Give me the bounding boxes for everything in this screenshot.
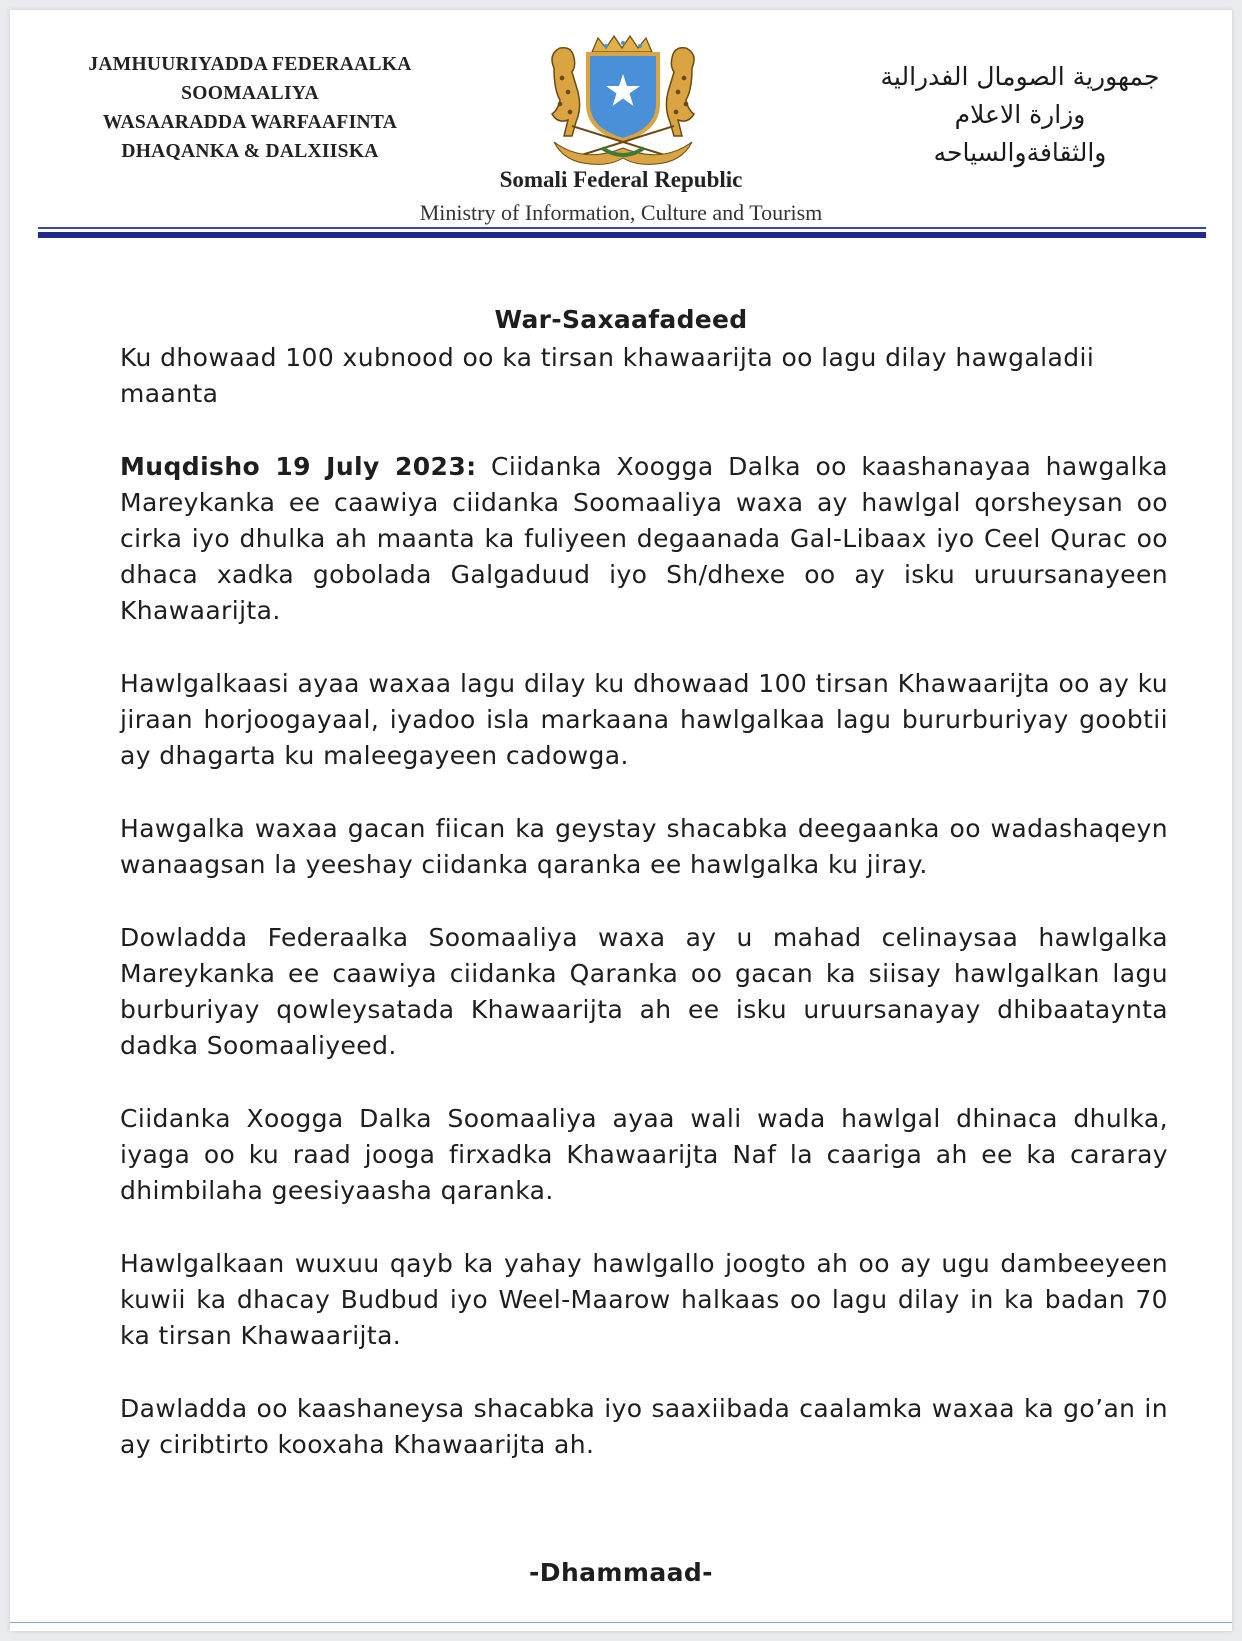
footer-divider [10,1622,1232,1623]
letterhead-somali-line: JAMHUURIYADDA FEDERAALKA [88,54,412,75]
letterhead-arabic-line: جمهورية الصومال الفدرالية [880,62,1160,91]
header-divider-thin [38,227,1206,229]
left-leopard-icon [552,48,580,136]
subheadline: Ku dhowaad 100 xubnood oo ka tirsan khawaarijta oo lagu dilay hawgaladii maanta [120,343,1095,408]
ministry-name: Ministry of Information, Culture and Tourism [419,200,823,225]
letterhead-arabic [830,58,1210,172]
dateline: Muqdisho 19 July 2023: [120,452,477,481]
republic-name: Somali Federal Republic [499,167,743,192]
letterhead-somali [70,50,430,166]
paragraph: Dawladda oo kaashaneysa shacabka iyo saaxiibada caalamka waxaa ka go’an in ay ciribtirto kooxaha Khawaarijta ah. [120,1394,1168,1459]
letterhead-somali-line: SOOMAALIYA [181,83,319,104]
letterhead-somali-line: WASAARADDA WARFAAFINTA [102,112,398,133]
letterhead-arabic-line: وزارة الاعلام [954,100,1086,129]
paragraph: Ciidanka Xoogga Dalka Soomaaliya ayaa wali wada hawlgal dhinaca dhulka, iyaga oo ku raad jooga firxadka Khawaarijta Naf la caariga ah ee ka cararay dhimbilaha geesiyaasha qaranka. [120,1104,1168,1205]
somalia-coat-of-arms-icon [532,30,714,170]
paragraph: Dowladda Federaalka Soomaaliya waxa ay u mahad celinaysaa hawlgalka Mareykanka ee caawiya ciidanka Qaranka oo gacan ka siisay hawlgalkan lagu burburiyay qowleysatada Khawaarijta ah ee isku uruursanayay dhibaataynta dadka Soomaaliyeed. [120,923,1168,1060]
crown-icon [592,36,652,52]
closing-mark: -Dhammaad- [529,1558,713,1587]
document-body [120,340,1168,1500]
document-title: War-Saxaafadeed [494,305,748,334]
paragraph: Hawlgalkaan wuxuu qayb ka yahay hawlgallo joogto ah oo ay ugu dambeeyeen kuwii ka dhacay Budbud iyo Weel-Maarow halkaas oo lagu dilay in ka badan 70 ka tirsan Khawaarijta. [120,1249,1168,1350]
paragraph: Hawlgalkaasi ayaa waxaa lagu dilay ku dhowaad 100 tirsan Khawaarijta oo ay ku jiraan horjoogayaal, iyadoo isla markaana hawlgalkaa lagu bururburiyay goobtii ay dhagarta ku maleegayeen cadowga. [120,669,1168,770]
press-release-page [10,10,1232,1631]
letterhead-somali-line: DHAQANKA & DALXIISKA [121,141,379,162]
shield-icon [588,54,658,140]
paragraph [120,449,1168,629]
letterhead-arabic-line: والثقافةوالسياحه [933,138,1107,167]
paragraph: Hawgalka waxaa gacan fiican ka geystay shacabka deegaanka oo wadashaqeyn wanaagsan la yeeshay ciidanka qaranka ee hawlgalka ku jiray. [120,814,1168,879]
right-leopard-icon [666,48,694,136]
header-divider-thick [38,232,1206,238]
paragraph-text: Ciidanka Xoogga Dalka oo kaashanayaa hawgalka Mareykanka ee caawiya ciidanka Soomaaliya waxa ay hawlgal qorsheysan oo cirka iyo dhulka ah maanta ka fuliyeen degaanada Gal-Libaax iyo Ceel Qurac oo dhaca xadka gobolada Galgaduud iyo Sh/dhexe oo ay isku uruursanayeen Khawaarijta. [120,452,1168,625]
